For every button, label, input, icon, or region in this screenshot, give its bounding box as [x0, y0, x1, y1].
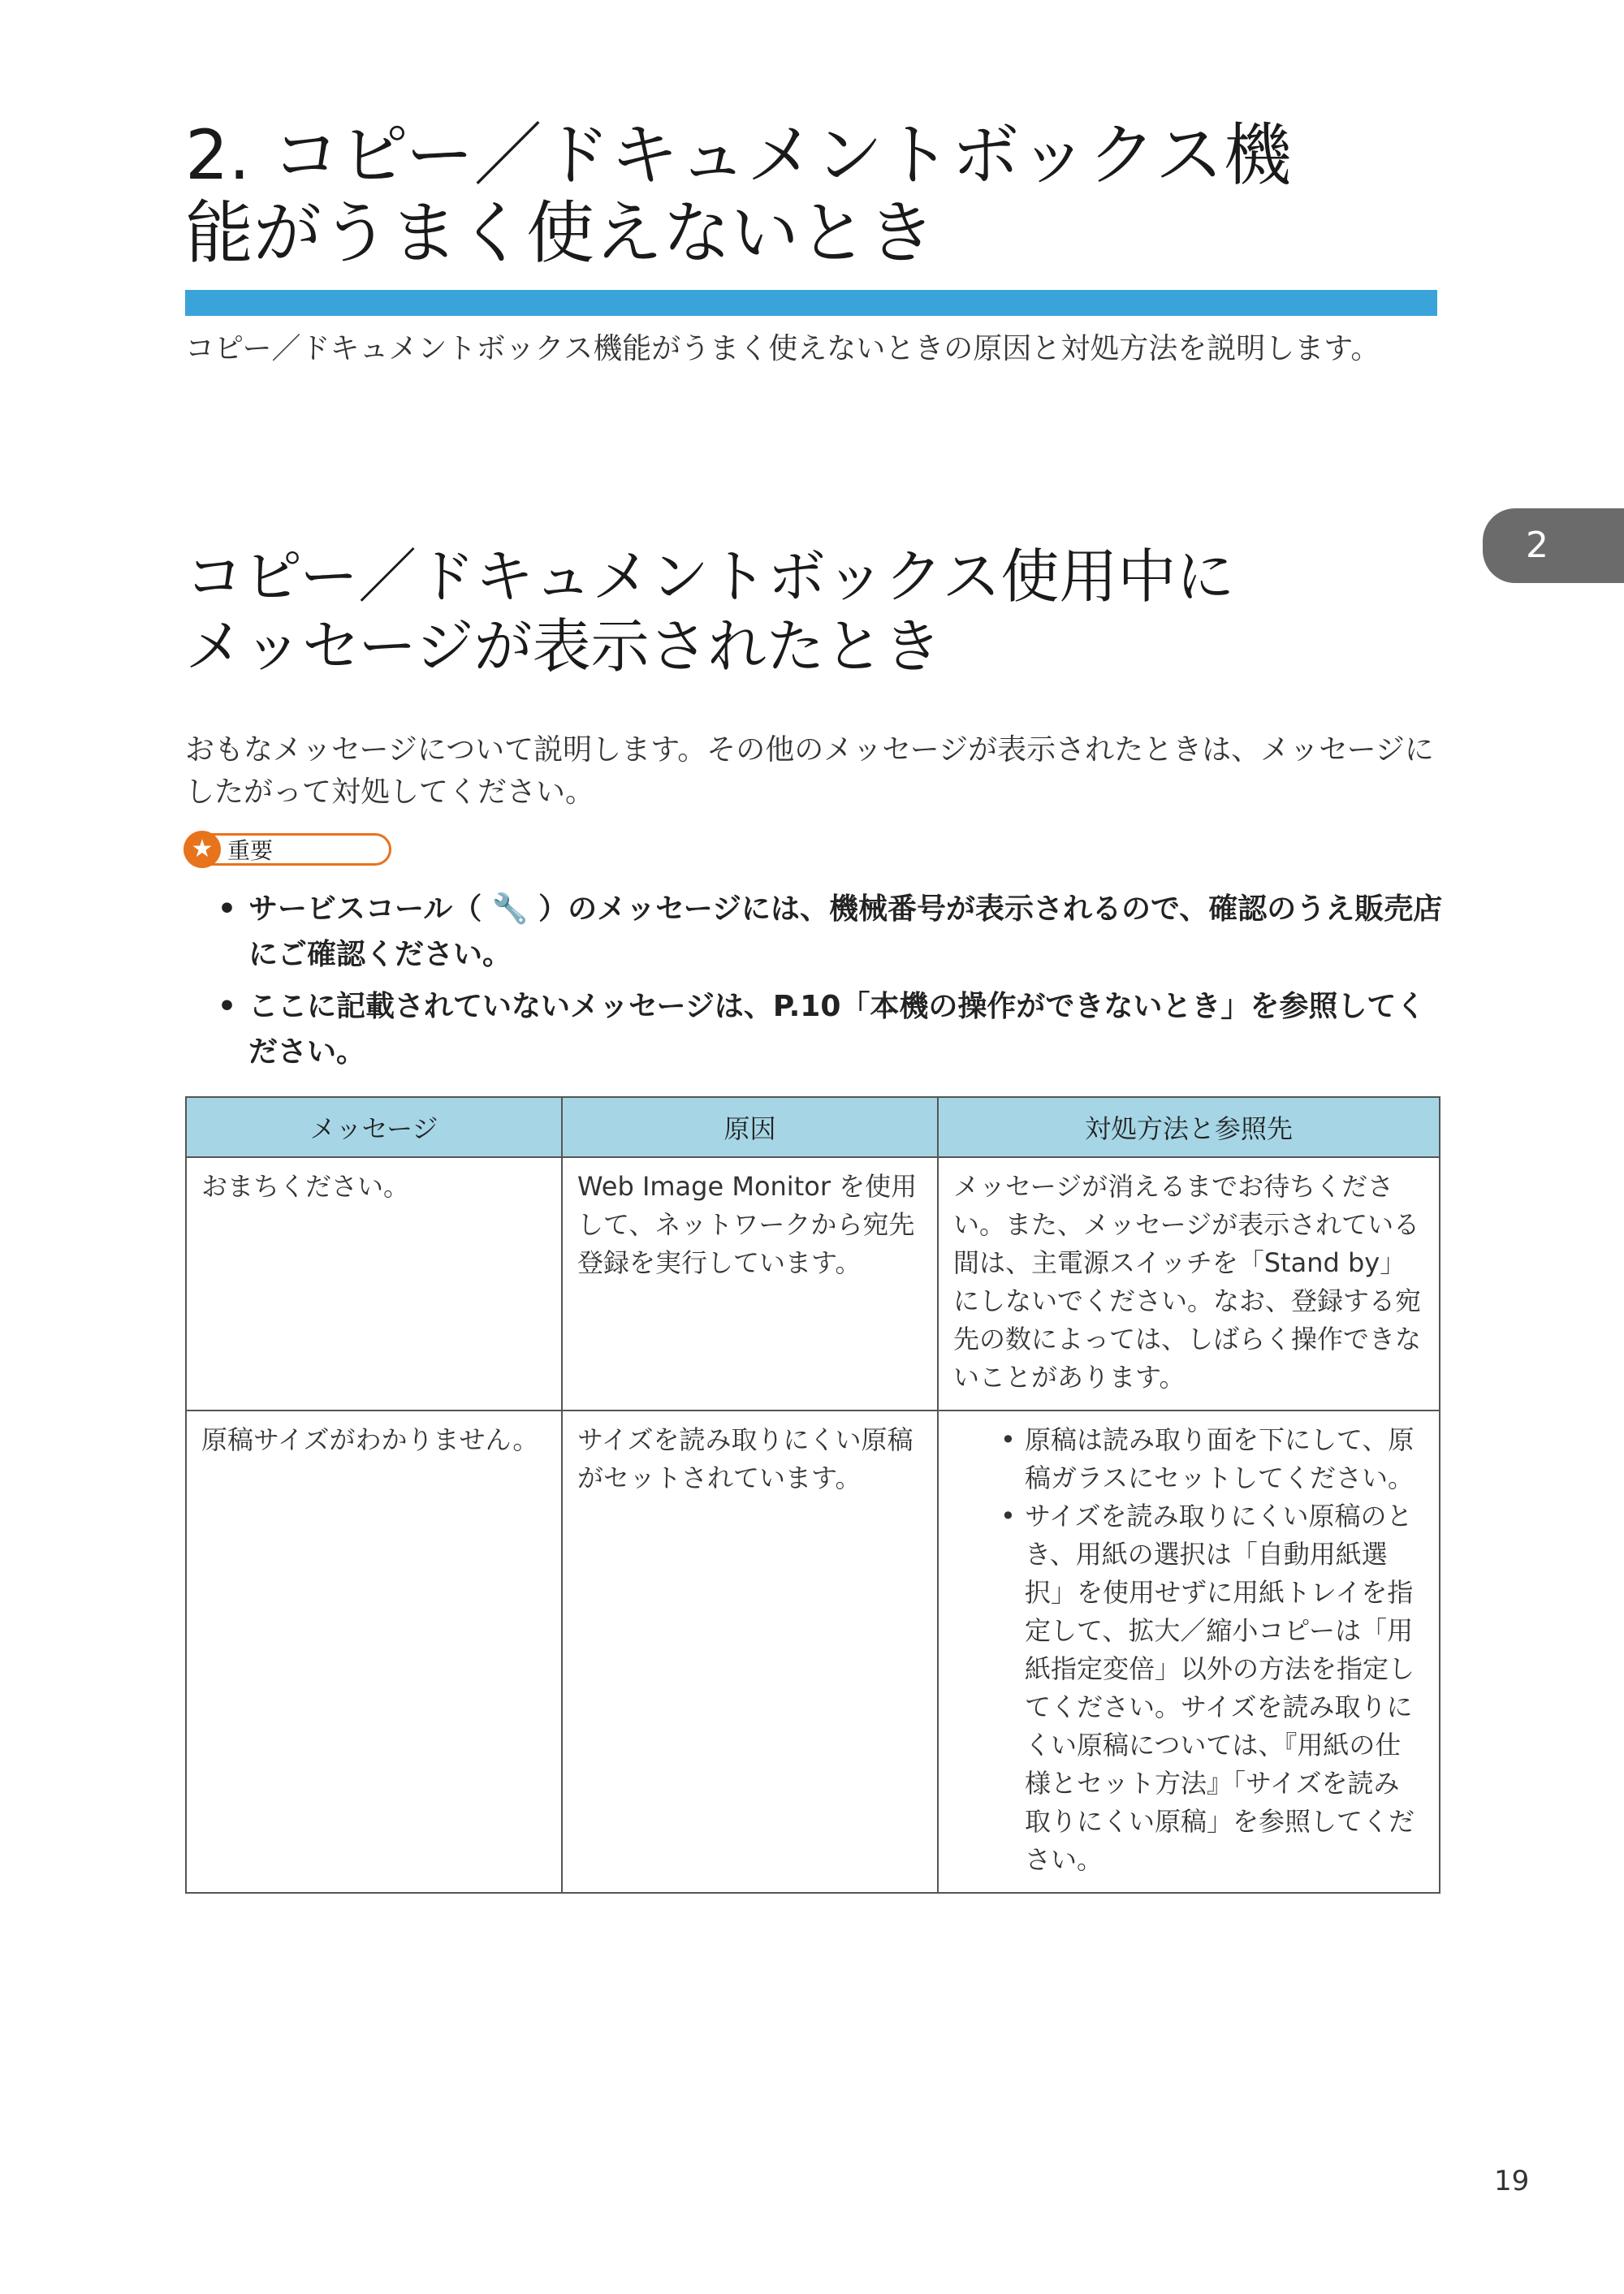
page-number: 19	[1494, 2165, 1530, 2197]
note-text: ここに記載されていないメッセージは、P.10「本機の操作ができないとき」を参照してください。	[248, 990, 1426, 1069]
cell-message: おまちください。	[186, 1157, 562, 1411]
solution-item	[1000, 1421, 1419, 1497]
cell-cause: サイズを読み取りにくい原稿がセットされています。	[562, 1411, 938, 1893]
solution-text: 原稿は読み取り面を下にして、原稿ガラスにセットしてください。	[1025, 1424, 1415, 1493]
bullet-icon: •	[1000, 1501, 1016, 1531]
section-intro: おもなメッセージについて説明します。その他のメッセージが表示されたときは、メッセージにしたがって対処してください。	[185, 733, 1434, 809]
bullet-icon: •	[1000, 1424, 1016, 1455]
note-text: サービスコール（ 🔧 ）のメッセージには、機械番号が表示されるので、確認のうえ販売店にご確認ください。	[248, 892, 1443, 971]
chapter-tab: 2	[1483, 508, 1624, 583]
message-table	[185, 1096, 1440, 1894]
table-row	[186, 1157, 1440, 1411]
header-message: メッセージ	[186, 1097, 562, 1157]
chapter-title-line2: 能がうまく使えないとき	[185, 193, 936, 273]
solution-text: サイズを読み取りにくい原稿のとき、用紙の選択は「自動用紙選択」を使用せずに用紙トレイを指定して、拡大／縮小コピーは「用紙指定変倍」以外の方法を指定してください。サイズを読み取りにくい原稿については、『用紙の仕様とセット方法』「サイズを読み取りにくい原稿」を参照してください。	[1025, 1501, 1415, 1875]
note-item	[218, 887, 1444, 978]
cell-cause: Web Image Monitor を使用して、ネットワークから宛先登録を実行しています。	[562, 1157, 938, 1411]
chapter-intro: コピー／ドキュメントボックス機能がうまく使えないときの原因と対処方法を説明します。	[185, 332, 1380, 365]
solution-list	[953, 1421, 1419, 1879]
chapter-title-line1: 2. コピー／ドキュメントボックス機	[185, 115, 1292, 195]
important-notes	[218, 887, 1444, 1082]
important-label	[185, 833, 391, 866]
bullet-icon: •	[218, 990, 237, 1023]
star-icon: ★	[184, 831, 221, 868]
cell-message: 原稿サイズがわかりません。	[186, 1411, 562, 1893]
header-cause: 原因	[562, 1097, 938, 1157]
chapter-title	[185, 116, 1452, 272]
cell-solution	[938, 1411, 1440, 1893]
section-title-line2: メッセージが表示されたとき	[185, 612, 942, 680]
title-underline-bar	[185, 290, 1437, 316]
header-solution: 対処方法と参照先	[938, 1097, 1440, 1157]
section-title-line1: コピー／ドキュメントボックス使用中に	[185, 542, 1235, 611]
section-title	[185, 542, 1452, 681]
bullet-icon: •	[218, 892, 237, 926]
table-header-row	[186, 1097, 1440, 1157]
cell-solution: メッセージが消えるまでお待ちください。また、メッセージが表示されている間は、主電源スイッチを「Stand by」にしないでください。なお、登録する宛先の数によっては、しばらく操作できないことがあります。	[938, 1157, 1440, 1411]
solution-item	[1000, 1497, 1419, 1879]
note-item	[218, 984, 1444, 1075]
important-label-text: 重要	[227, 837, 274, 864]
table-row	[186, 1411, 1440, 1893]
